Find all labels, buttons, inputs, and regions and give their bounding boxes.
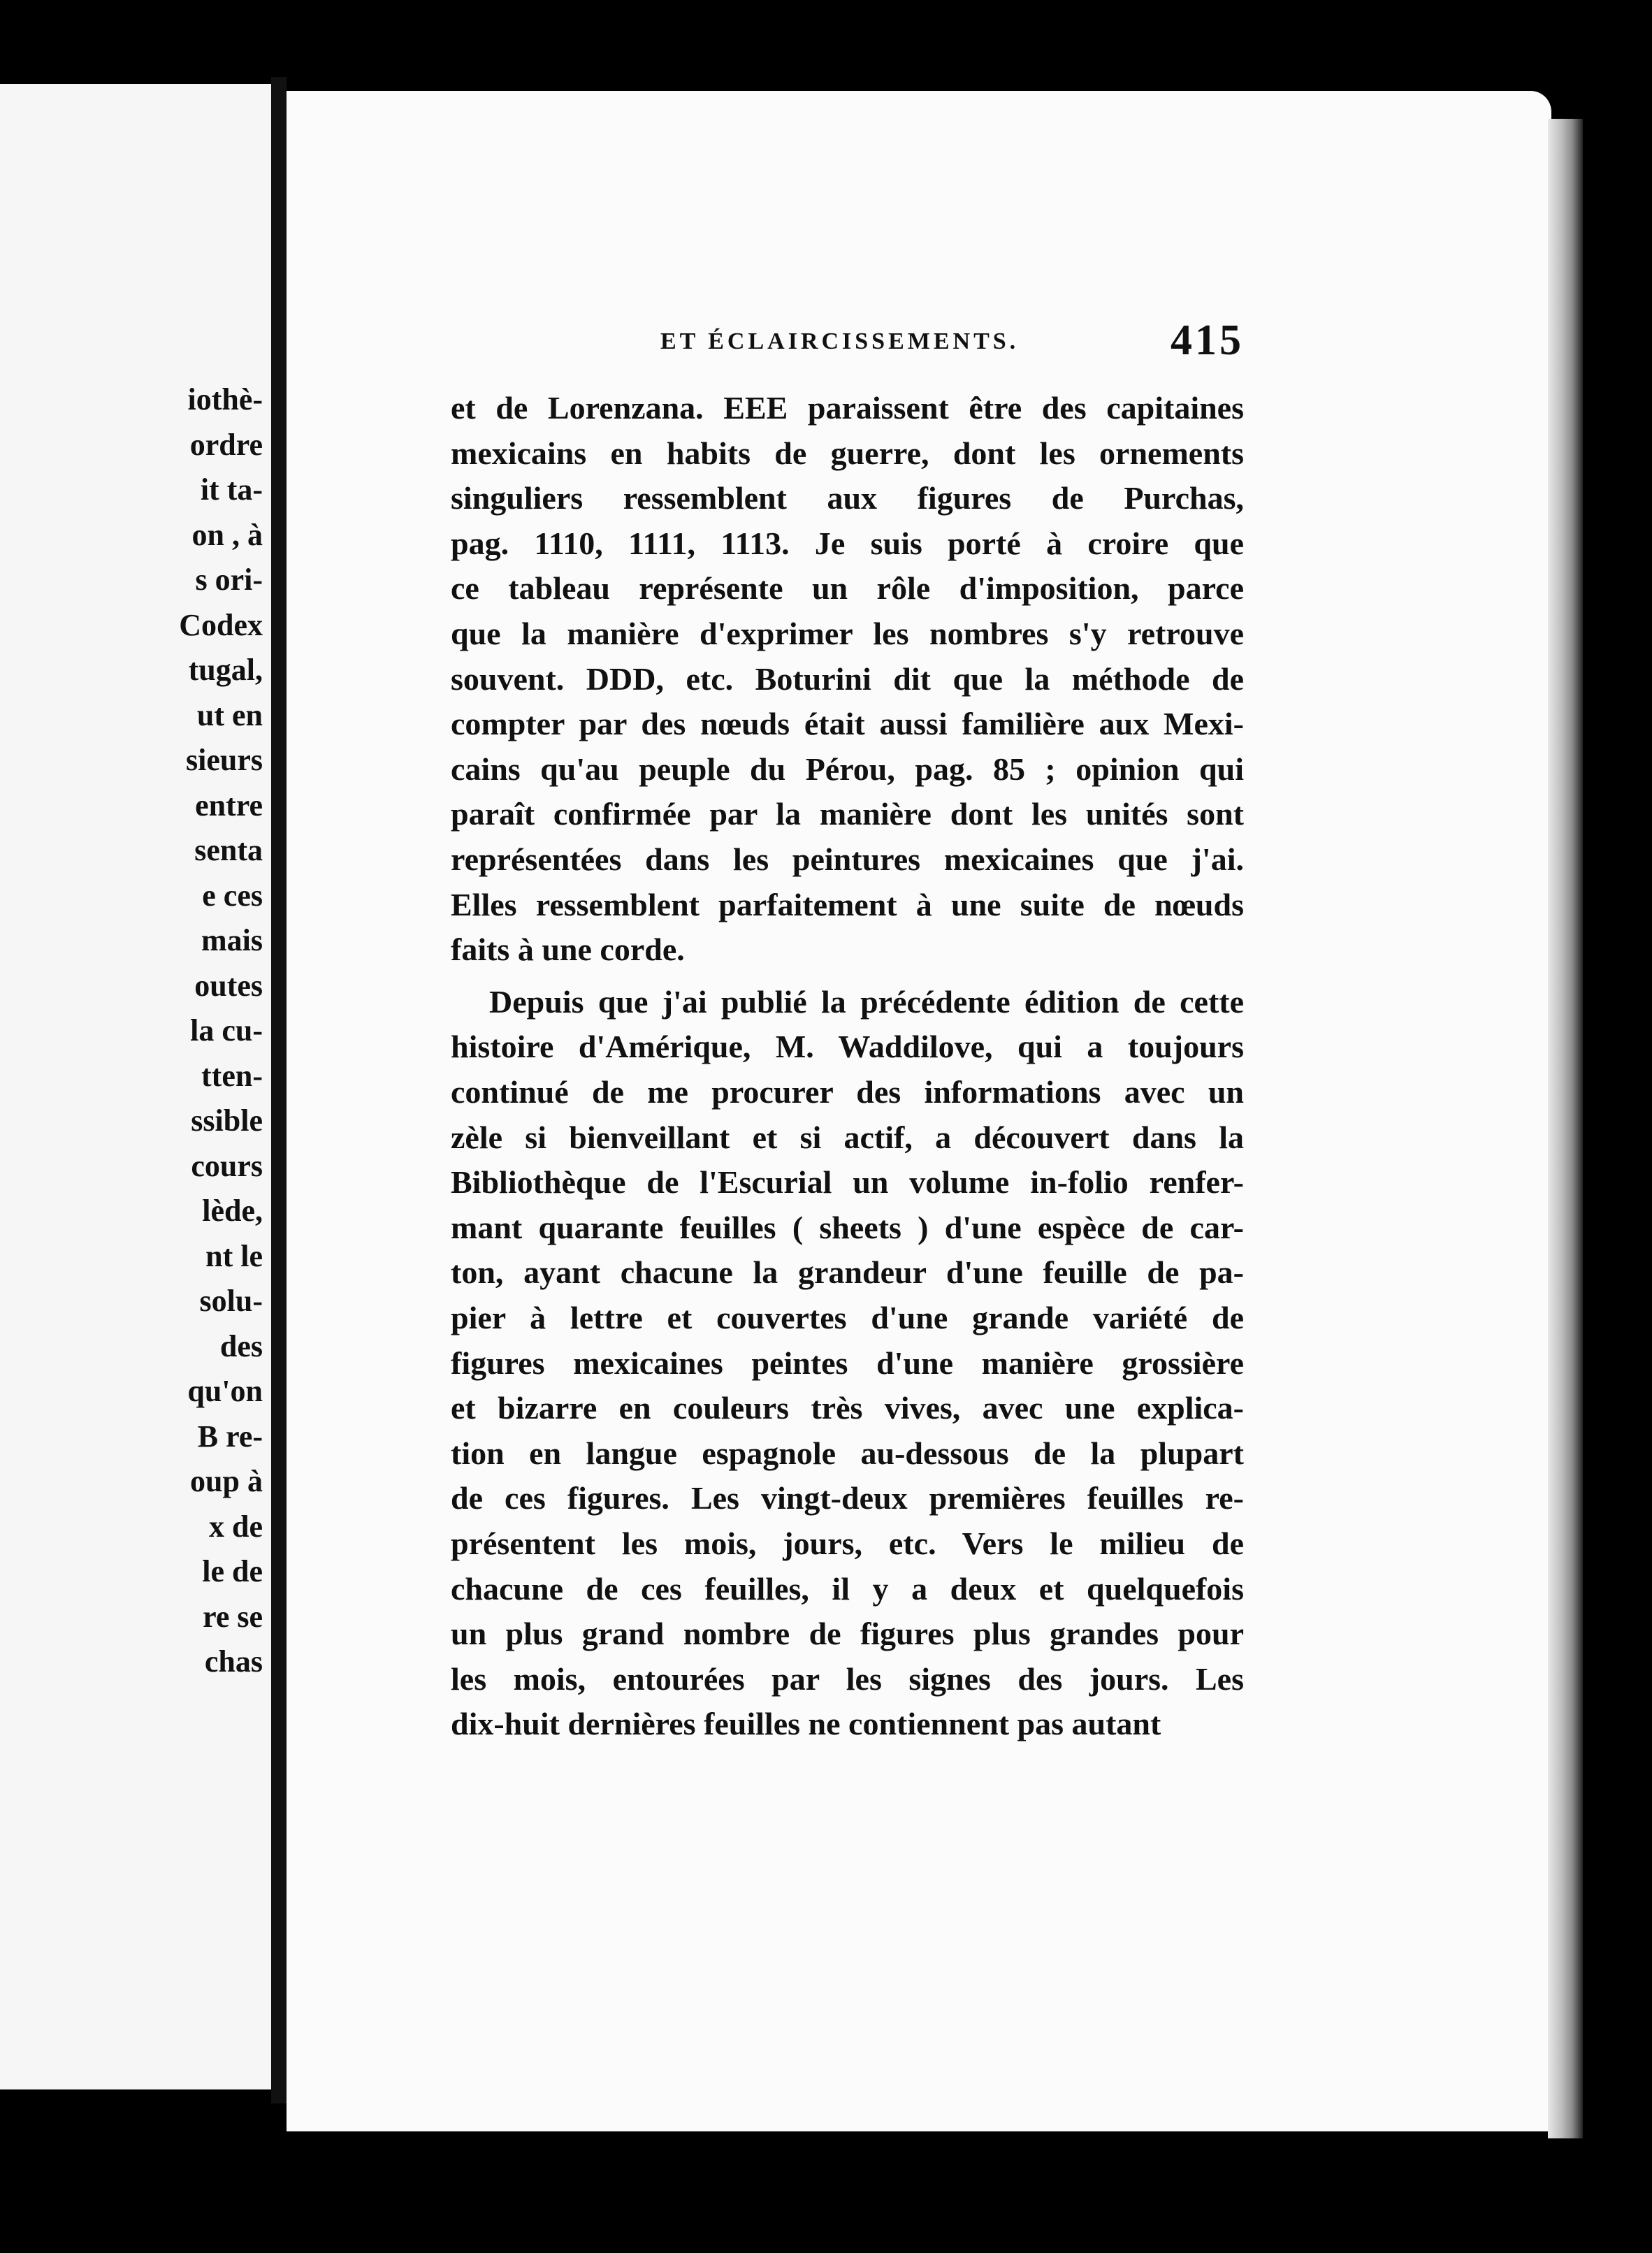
left-page [0,84,273,2089]
text-line: zèle si bienveillant et si actif, a découvert dans la [451,1119,1244,1155]
left-page-line: Codex [179,607,263,642]
left-page-line: x de [209,1509,263,1544]
text-line: pag. 1110, 1111, 1113. Je suis porté à croire que [451,525,1244,561]
book-spine [271,77,287,2103]
left-page-line: oup à [190,1464,263,1498]
page-edge [1548,119,1583,2138]
text-line: figures mexicaines peintes d'une manière grossière [451,1345,1244,1381]
text-line: mant quarante feuilles ( sheets ) d'une espèce de car- [451,1209,1244,1245]
left-page-line: e ces [202,878,263,913]
running-title: ET ÉCLAIRCISSEMENTS. [660,328,1020,354]
text-line: chacune de ces feuilles, il y a deux et quelquefois [451,1570,1244,1607]
left-page-line: nt le [205,1238,263,1273]
left-page-line: ordre [189,427,263,462]
text-line: souvent. DDD, etc. Boturini dit que la méthode de [451,660,1244,697]
text-line: présentent les mois, jours, etc. Vers le milieu de [451,1526,1244,1561]
left-page-line: cours [191,1148,263,1183]
left-page-line: tugal, [188,653,263,687]
left-page-line: ssible [191,1103,263,1138]
left-page-line: tten- [201,1058,263,1093]
text-line: pier à lettre et couvertes d'une grande variété de [451,1300,1244,1335]
left-page-line: senta [194,833,263,867]
text-line: paraît confirmée par la manière dont les unités sont [451,796,1244,832]
text-line: compter par des nœuds était aussi familière aux Mexi- [451,706,1244,742]
text-line: Bibliothèque de l'Escurial un volume in-folio renfer- [451,1164,1244,1201]
text-line: mexicains en habits de guerre, dont les ornements [451,435,1244,471]
text-line: et bizarre en couleurs très vives, avec une explica- [451,1390,1244,1426]
left-page-line: chas [204,1644,263,1679]
left-page-line: lède, [202,1194,263,1228]
text-line: continué de me procurer des informations avec un [451,1074,1244,1110]
text-line: un plus grand nombre de figures plus grandes pour [451,1616,1244,1652]
left-page-line: qu'on [187,1374,263,1408]
text-line: représentées dans les peintures mexicaines que j'ai. [451,841,1244,877]
text-line: dix-huit dernières feuilles ne contiennent pas autant [451,1706,1161,1742]
page-number: 415 [1171,317,1244,364]
left-page-line: sieurs [186,743,263,777]
text-line: histoire d'Amérique, M. Waddilove, qui a toujours [451,1029,1244,1065]
left-page-line: it ta- [200,472,263,507]
left-page-line: entre [195,788,263,823]
text-line: et de Lorenzana. EEE paraissent être des capitaines [451,390,1244,426]
left-page-line: iothè- [187,382,263,416]
left-page-line: mais [201,923,263,957]
left-page-line: solu- [199,1284,263,1318]
text-line: les mois, entourées par les signes des jours. Les [451,1660,1244,1697]
left-page-line: s ori- [195,563,263,597]
text-line: que la manière d'exprimer les nombres s'y retrouve [451,616,1244,651]
text-line: Depuis que j'ai publié la précédente édition de cette [489,983,1244,1020]
text-line: singuliers ressemblent aux figures de Purchas, [451,480,1244,516]
left-page-line: ut en [196,697,263,732]
text-line: de ces figures. Les vingt-deux premières feuilles re- [451,1480,1244,1516]
text-line: ton, ayant chacune la grandeur d'une feuille de pa- [451,1254,1244,1291]
left-page-line: des [219,1328,263,1363]
left-page-line: B re- [197,1419,263,1454]
left-page-line: on , à [191,517,263,552]
text-line: ce tableau représente un rôle d'imposition, parce [451,570,1244,607]
left-page-line: re se [203,1599,263,1634]
text-line: faits à une corde. [451,932,685,968]
left-page-line: la cu- [190,1013,263,1048]
text-line: Elles ressemblent parfaitement à une suite de nœuds [451,886,1244,922]
text-line: cains qu'au peuple du Pérou, pag. 85 ; opinion qui [451,751,1244,787]
left-page-line: outes [194,968,263,1003]
left-page-line: le de [202,1554,263,1588]
text-line: tion en langue espagnole au-dessous de la plupart [451,1435,1244,1471]
